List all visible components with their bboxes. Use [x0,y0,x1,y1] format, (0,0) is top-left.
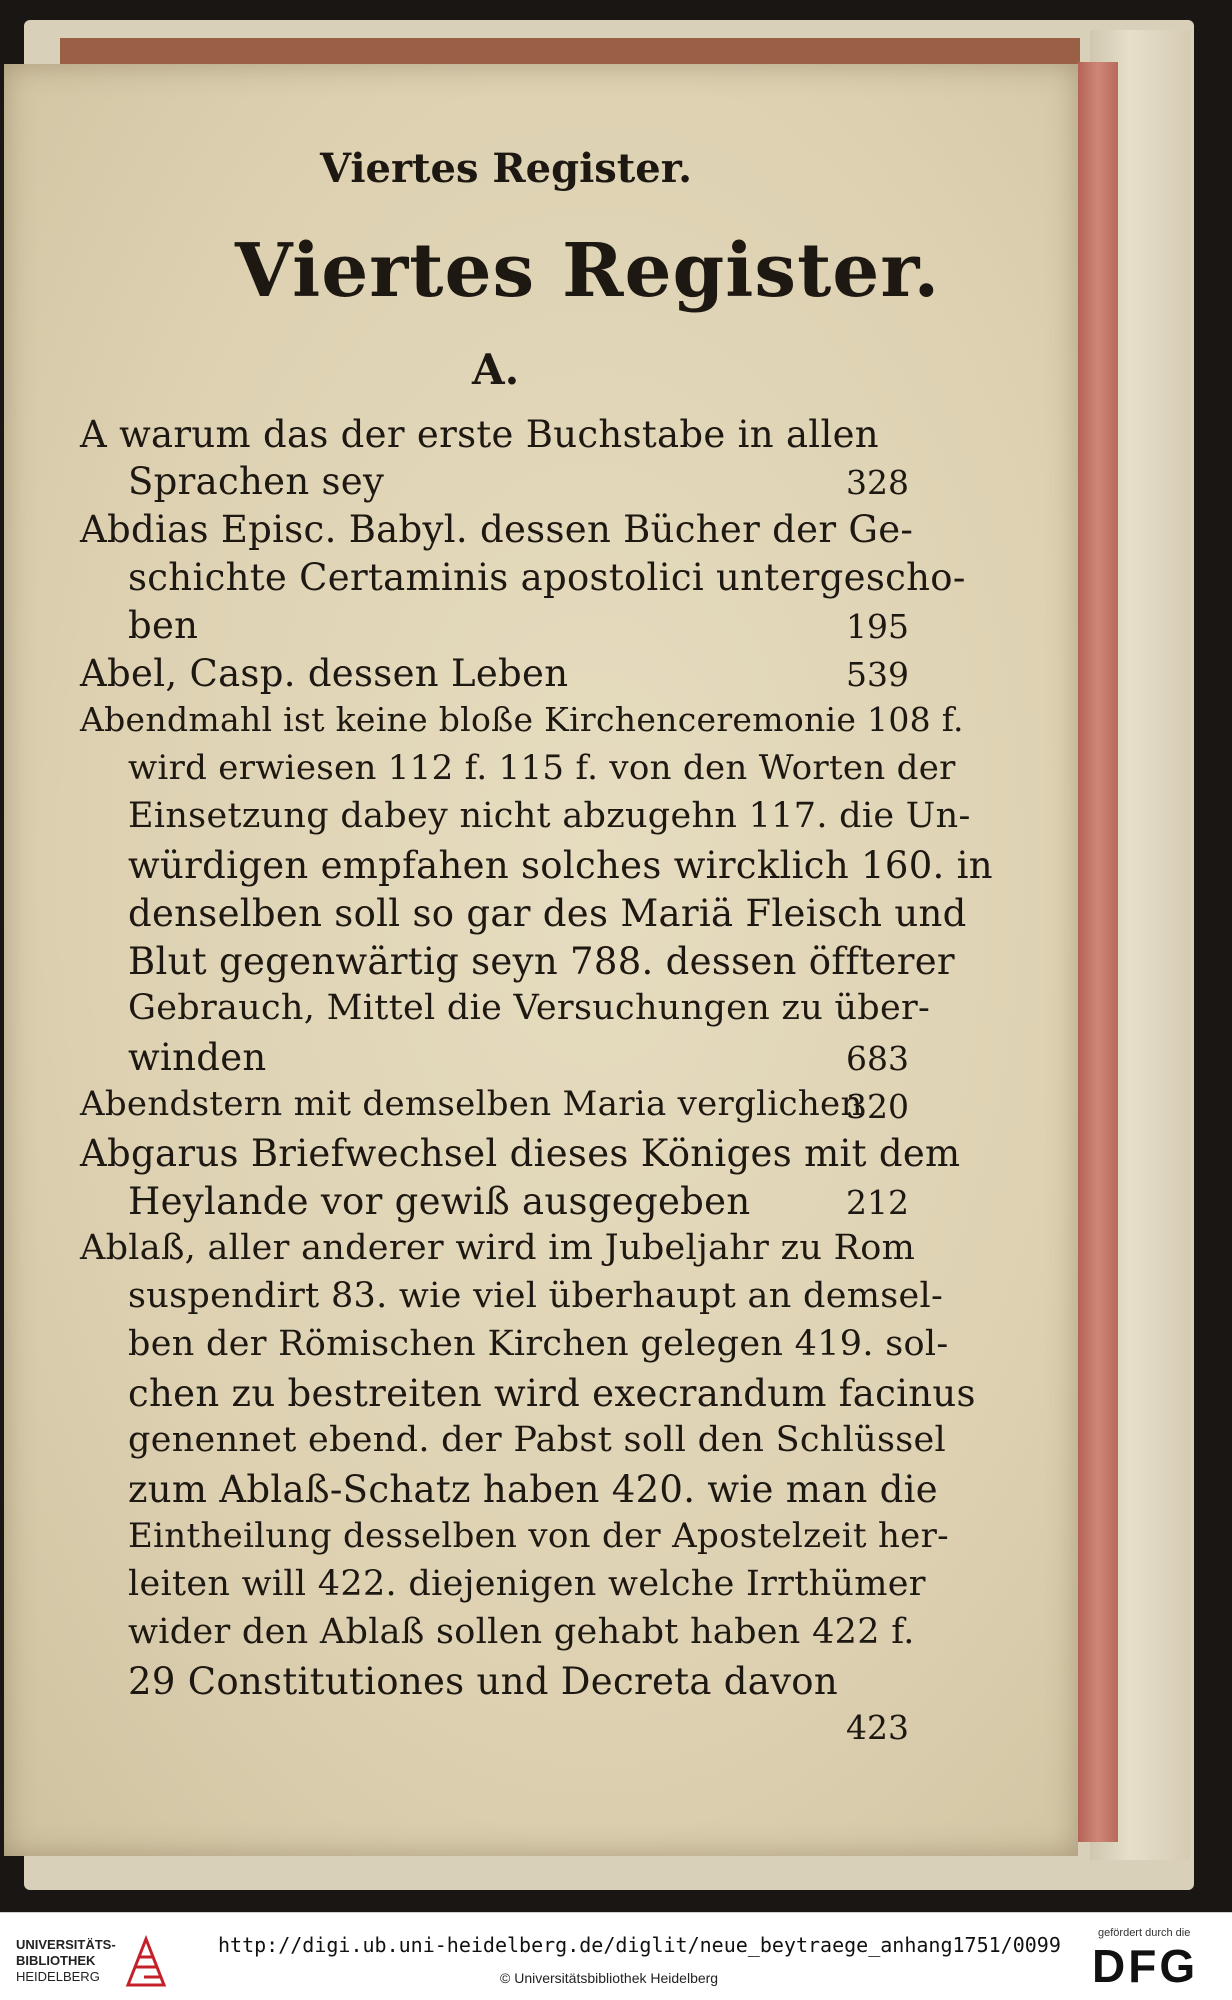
index-line: Einsetzung dabey nicht abzugehn 117. die Un- [128,796,971,836]
index-line: Heylande vor gewiß ausgegeben [128,1180,751,1223]
index-line: leiten will 422. diejenigen welche Irrthümer [128,1564,926,1604]
index-line: chen zu bestreiten wird execrandum facinus [128,1372,976,1415]
index-line: Abendmahl ist keine bloße Kirchenceremonie 108 f. [80,700,964,739]
index-line: ben der Römischen Kirchen gelegen 419. sol- [128,1324,949,1364]
letter-heading: A. [472,345,520,394]
footer-bar [0,1912,1232,2000]
index-line: suspendirt 83. wie viel überhaupt an demsel- [128,1276,944,1316]
index-line: schichte Certaminis apostolici untergescho- [128,556,966,599]
page-ref: 195 [846,607,909,646]
page-ref: 320 [846,1087,909,1126]
index-line: würdigen empfahen solches wircklich 160. in [128,844,993,887]
page-ref: 539 [846,655,909,694]
index-line: Blut gegenwärtig seyn 788. dessen öffterer [128,940,955,983]
index-line: ben [128,604,199,647]
index-line: A warum das der erste Buchstabe in allen [80,413,879,456]
dfg-logo: DFG [1092,1940,1199,1992]
index-line: zum Ablaß-Schatz haben 420. wie man die [128,1468,938,1511]
red-page-edges [1078,62,1118,1842]
index-line: Gebrauch, Mittel die Versuchungen zu über- [128,988,931,1028]
index-line: Ablaß, aller anderer wird im Jubeljahr zu Rom [80,1228,916,1268]
index-line: Abdias Episc. Babyl. dessen Bücher der Ge- [80,508,914,551]
page-ref: 423 [846,1708,909,1747]
index-line: Abendstern mit demselben Maria verglichen [80,1084,863,1124]
running-head: Viertes Register. [320,145,693,192]
index-line: Eintheilung desselben von der Apostelzeit her- [128,1516,949,1556]
index-line: wird erwiesen 112 f. 115 f. von den Worten der [128,748,956,788]
page-ref: 328 [846,463,909,502]
page-ref: 212 [846,1183,909,1222]
copyright-notice: © Universitätsbibliothek Heidelberg [500,1970,719,1986]
index-line: wider den Ablaß sollen gehabt haben 422 f. [128,1612,915,1652]
index-line: winden [128,1036,267,1079]
permalink-url[interactable]: http://digi.ub.uni-heidelberg.de/diglit/neue_beytraege_anhang1751/0099 [218,1933,1061,1957]
index-line: Abel, Casp. dessen Leben [80,652,569,695]
index-line: genennet ebend. der Pabst soll den Schlüssel [128,1420,946,1460]
index-line: denselben soll so gar des Mariä Fleisch und [128,892,967,935]
library-name-line1: UNIVERSITÄTS- [16,1937,116,1952]
library-name-line3: HEIDELBERG [16,1969,100,1984]
library-name-line2: BIBLIOTHEK [16,1953,96,1968]
index-line: Abgarus Briefwechsel dieses Königes mit dem [80,1132,961,1175]
library-logo-icon [124,1933,168,1989]
funding-label: gefördert durch die [1098,1927,1191,1939]
register-title: Viertes Register. [235,228,941,314]
page-ref: 683 [846,1039,909,1078]
index-line: Sprachen sey [128,460,385,503]
index-line: 29 Constitutiones und Decreta davon [128,1660,839,1703]
